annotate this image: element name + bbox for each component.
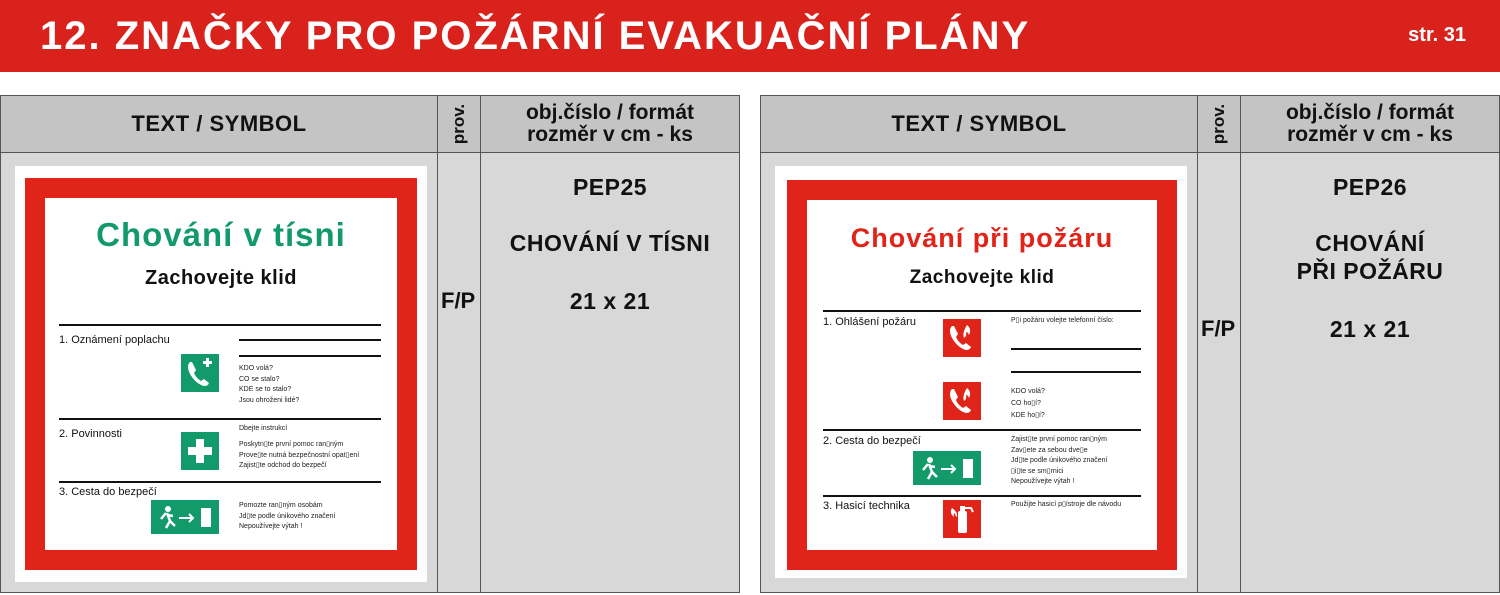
first-aid-cross-icon (181, 432, 219, 475)
product-prov: F/P (1201, 316, 1236, 341)
column-header-code: obj.číslo / formát rozměr v cm - ks (1285, 101, 1455, 146)
product-code: PEP25 (572, 174, 648, 200)
sign-title: Chování v tísni (96, 216, 346, 253)
column-header-text-symbol: TEXT / SYMBOL (131, 111, 307, 136)
sign-section-2: 2. Povinnosti (59, 428, 122, 440)
sign-title: Chování při požáru (850, 223, 1114, 253)
column-divider (1197, 96, 1198, 592)
product-name-line2: PŘI POŽÁRU (1296, 258, 1444, 284)
exit-arrow-icon (913, 451, 981, 490)
product-name-line1: CHOVÁNÍ (1315, 230, 1425, 256)
column-header-text-symbol: TEXT / SYMBOL (891, 111, 1067, 136)
product-name: CHOVÁNÍ V TÍSNI (509, 230, 711, 256)
sign-subtitle: Zachovejte klid (909, 267, 1055, 288)
fire-phone-icon (943, 319, 981, 362)
product-panel-right (760, 95, 1500, 593)
emergency-phone-icon (181, 354, 219, 397)
product-size: 21 x 21 (569, 288, 651, 314)
column-header-code: obj.číslo / formát rozměr v cm - ks (525, 101, 695, 146)
column-header-prov: prov. (1209, 103, 1228, 145)
page-number: str. 31 (1408, 24, 1466, 46)
column-divider (1240, 96, 1241, 592)
fire-phone-icon (943, 382, 981, 425)
column-divider (437, 96, 438, 592)
sign-section-3: 3. Cesta do bezpečí (59, 486, 157, 498)
sign-section-1: 1. Ohlášení požáru (823, 316, 916, 328)
product-prov: F/P (441, 288, 476, 313)
page-title: 12. ZNAČKY PRO POŽÁRNÍ EVAKUAČNÍ PLÁNY (40, 14, 1031, 58)
sign-section-2: 2. Cesta do bezpečí (823, 435, 921, 447)
product-panel-left (0, 95, 740, 593)
sign-subtitle: Zachovejte klid (145, 267, 297, 289)
fire-extinguisher-icon (943, 500, 981, 543)
exit-arrow-icon (151, 500, 219, 539)
column-header-prov: prov. (449, 103, 468, 145)
product-size: 21 x 21 (1329, 316, 1411, 342)
column-divider (480, 96, 481, 592)
sign-section-3: 3. Hasicí technika (823, 500, 910, 512)
sign-section-1: 1. Oznámení poplachu (59, 334, 170, 346)
sign-pep25: Chování v tísni Zachovejte klid 1. Oznámení poplachu KDO volá? CO se stalo? KDE se to stalo? Jsou ohroženi lidé? 2. Povinnosti Dbejte instrukcí Poskytn▯te první pomoc ran▯ným Prove▯te nutná bezpečnostní opat▯ení Zajist▯te odchod do bezpečí 3. Cesta do bezpečí Pomozte ran▯ným osobám Jd▯te podle únikového značení Nepoužívejte výtah ! (15, 166, 427, 582)
product-code: PEP26 (1332, 174, 1408, 200)
page-header (0, 0, 1500, 72)
sign-pep26: Chování při požáru Zachovejte klid 1. Ohlášení požáru P▯i požáru volejte telefonní číslo: KDO volá? CO ho▯í? KDE ho▯í? 2. Cesta do bezpečí Zajist▯te první pomoc ran▯ným Zav▯ete za sebou dve▯e Jd▯te podle únikového značení ▯i▯te se sm▯rnici Nepoužívejte výtah ! 3. Hasicí technika Použijte hasicí p▯ístroje dle návodu (775, 166, 1187, 578)
